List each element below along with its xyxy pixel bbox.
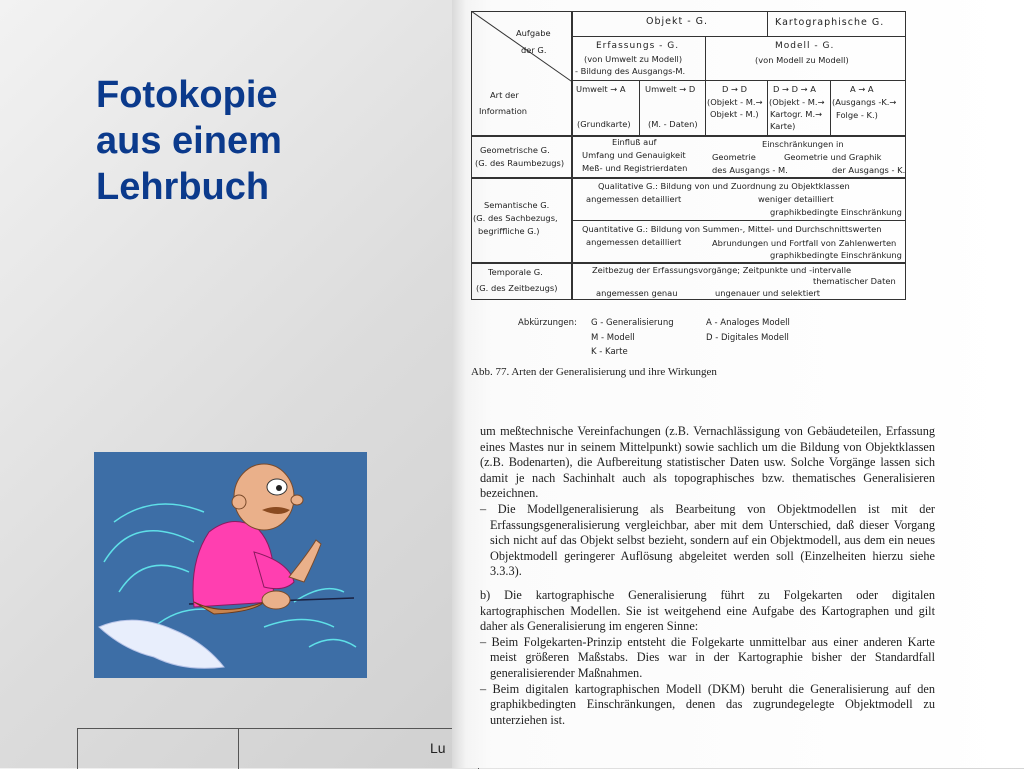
temp-left: angemessen genau <box>596 288 678 298</box>
geo-left2: Umfang und Genauigkeit <box>582 150 686 160</box>
geo-right2b: Geometrie und Graphik <box>784 152 882 162</box>
sem-q2-left: angemessen detailliert <box>586 237 682 247</box>
temp-right: ungenauer und selektiert <box>715 288 821 298</box>
col-umwelt-d: Umwelt → D <box>645 84 696 94</box>
row-sem-sub2: begriffliche G.) <box>478 226 540 236</box>
row-geo: Geometrische G. <box>480 145 550 155</box>
header-erfassungs-sub1: (von Umwelt zu Modell) <box>584 54 683 64</box>
header-erfassungs-g: Erfassungs - G. <box>596 41 680 51</box>
col-umwelt-a-sub: (Grundkarte) <box>577 119 631 129</box>
body-paragraph-3: b) Die kartographische Generalisierung führt zu Folgekarten oder digitalen kartographischen Modellen. Sie ist weitgehend eine Aufgabe des Kartographen und gilt daher als Generalisierung im engeren Sinne: <box>480 587 935 634</box>
row-sem: Semantische G. <box>484 200 550 210</box>
header-objekt-g: Objekt - G. <box>646 16 709 27</box>
abbr-k: K - Karte <box>591 347 628 357</box>
col-aa-sub1: (Ausgangs -K.→ <box>832 97 897 107</box>
row-geo-sub: (G. des Raumbezugs) <box>475 158 565 168</box>
footer-table <box>77 728 478 769</box>
body-paragraph-5: – Beim digitalen kartographischen Modell (DKM) beruht die Generalisierung auf den graphikbedingten Einschränkungen, denen das zugrundegelegte Objektmodell zu unterziehen ist. <box>480 681 935 727</box>
footer-cell-1 <box>78 729 239 769</box>
col-dd-sub2: Objekt - M.) <box>710 109 759 119</box>
sem-q1-left: angemessen detailliert <box>586 194 682 204</box>
col-dda-sub1: (Objekt - M.→ <box>769 97 825 107</box>
col-aa-sub2: Folge - K.) <box>836 110 878 120</box>
geo-right1: Einschränkungen in <box>762 139 844 149</box>
col-dd: D → D <box>722 84 748 94</box>
geo-right2a: Geometrie <box>712 152 756 162</box>
abbr-label: Abkürzungen: <box>518 318 577 328</box>
corner-bottom-label-2: Information <box>479 106 528 116</box>
header-kartographische-g: Kartographische G. <box>775 17 885 28</box>
geo-left3: Meß- und Registrierdaten <box>582 163 688 173</box>
title-line-1: Fotokopie <box>96 74 278 116</box>
abbr-a: A - Analoges Modell <box>706 318 790 328</box>
corner-top-label-2: der G. <box>521 45 547 55</box>
corner-bottom-label: Art der <box>490 90 519 100</box>
sem-q1: Qualitative G.: Bildung von und Zuordnung zu Objektklassen <box>598 181 850 191</box>
col-dda-sub2: Kartogr. M.→ <box>770 109 823 119</box>
header-modell-sub: (von Modell zu Modell) <box>755 55 849 65</box>
geo-left1: Einfluß auf <box>612 137 657 147</box>
row-temp-sub: (G. des Zeitbezugs) <box>476 283 558 293</box>
slide-title <box>96 72 436 210</box>
temp-2: thematischer Daten <box>813 276 896 286</box>
body-paragraph-1: um meßtechnische Vereinfachungen (z.B. Vernachlässigung von Gebäudeteilen, Erfassung eines Mastes nur in seinem Mittelpunkt) sowie sachlich um die Bildung von Objektklassen (z.B. Bodenarten), die Aufbereitung statistischer Daten usw. Solche Vorgänge lassen sich damit je nach Sachinhalt auch als topographisches bzw. thematisches Generalisieren bezeichnen. <box>480 424 935 501</box>
title-line-3: Lehrbuch <box>96 166 270 208</box>
sem-q2-note: graphikbedingte Einschränkung <box>770 250 902 260</box>
corner-top-label: Aufgabe <box>516 28 551 38</box>
temp-1: Zeitbezug der Erfassungsvorgänge; Zeitpunkte und -intervalle <box>592 265 852 275</box>
row-sem-sub1: (G. des Sachbezugs, <box>473 213 558 223</box>
figure-caption: Abb. 77. Arten der Generalisierung und ihre Wirkungen <box>471 366 717 378</box>
geo-right3a: des Ausgangs - M. <box>712 165 788 175</box>
body-paragraph-4: – Beim Folgekarten-Prinzip entsteht die Folgekarte unmittelbar aus einer anderen Karte meist größeren Maßstabs. Dies war in der Kartographie bisher der Standardfall generalisierender Maßnahmen. <box>480 634 935 680</box>
col-umwelt-a: Umwelt → A <box>576 84 626 94</box>
sem-q1-right: weniger detailliert <box>758 194 834 204</box>
abbr-d: D - Digitales Modell <box>706 333 789 343</box>
header-erfassungs-sub2: - Bildung des Ausgangs-M. <box>575 66 686 76</box>
body-text <box>480 424 935 728</box>
body-paragraph-2: – Die Modellgeneralisierung als Bearbeitung von Objektmodellen ist mit der Erfassungsgeneralisierung vergleichbar, aber mit dem Unterschied, daß dieser Vorgang sich nicht auf das Objekt selbst bezieht, sondern auf ein Objektmodell, aus dem ein neues Objektmodell geringerer Auflösung abgeleitet werden soll (Einzelheiten hierzu siehe 3.3.3). <box>480 501 935 579</box>
sem-q2-right: Abrundungen und Fortfall von Zahlenwerten <box>712 238 897 248</box>
row-temp: Temporale G. <box>488 267 543 277</box>
sem-q2: Quantitative G.: Bildung von Summen-, Mittel- und Durchschnittswerten <box>582 224 882 234</box>
col-umwelt-d-sub: (M. - Daten) <box>648 119 698 129</box>
col-dd-sub1: (Objekt - M.→ <box>707 97 763 107</box>
abbr-g: G - Generalisierung <box>591 318 674 328</box>
geo-right3b: der Ausgangs - K. <box>832 165 906 175</box>
title-line-2: aus einem <box>96 120 282 162</box>
abbr-m: M - Modell <box>591 333 635 343</box>
col-aa: A → A <box>850 84 874 94</box>
footer-text: Lu <box>430 740 446 756</box>
cartoon-clipart-image <box>94 452 367 678</box>
col-dda-sub3: Karte) <box>770 121 796 131</box>
col-dda: D → D → A <box>773 84 816 94</box>
header-modell-g: Modell - G. <box>775 41 835 51</box>
sem-q1-note: graphikbedingte Einschränkung <box>770 207 902 217</box>
